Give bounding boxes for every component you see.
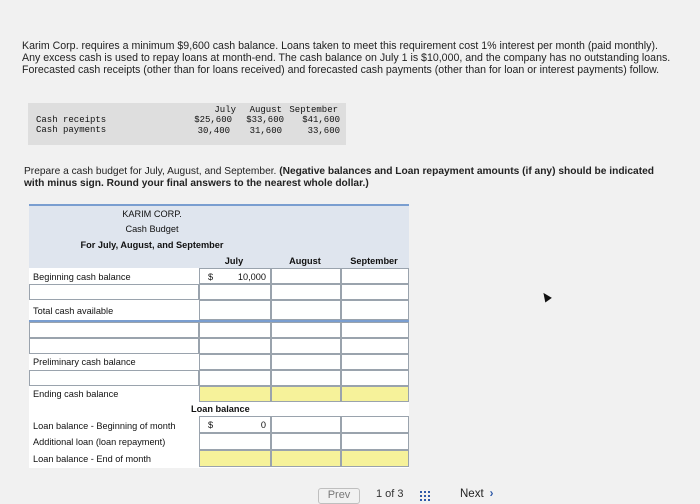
row-ending-cash (29, 386, 409, 402)
row-loan-beginning (29, 416, 409, 433)
september-input[interactable] (341, 284, 409, 300)
forecast-cell: 31,600 (249, 126, 282, 136)
september-additional-loan-input[interactable] (341, 433, 409, 450)
september-loan-end-input[interactable] (341, 450, 409, 467)
column-header-september: September (350, 256, 398, 266)
instructions-bold: (Negative balances and Loan repayment amounts (if any) should be indicated with minus sign. Round your final answers to the nearest whole dollar.) (24, 166, 654, 189)
loan-balance-header-row (29, 402, 409, 416)
prev-button[interactable]: Prev (318, 488, 360, 504)
september-beginning-cash-input[interactable] (341, 268, 409, 284)
july-input[interactable] (199, 370, 271, 386)
row-blank (29, 370, 409, 386)
row-total-cash-available (29, 300, 409, 320)
forecast-header-august: August (249, 105, 282, 115)
row-blank (29, 284, 409, 300)
row-label-input[interactable] (29, 284, 199, 300)
july-input[interactable] (199, 284, 271, 300)
august-loan-end-input[interactable] (271, 450, 341, 467)
july-loan-end-input[interactable] (199, 450, 271, 467)
september-loan-beginning-input[interactable] (341, 416, 409, 433)
instructions-plain: Prepare a cash budget for July, August, and September. (24, 166, 280, 177)
forecast-cell: 33,600 (307, 126, 340, 136)
value: 10,000 (237, 272, 266, 282)
budget-title: Cash Budget (125, 224, 179, 234)
august-input[interactable] (271, 370, 341, 386)
mouse-cursor-icon (540, 291, 552, 303)
row-label: Loan balance - Beginning of month (33, 421, 176, 431)
value: 0 (260, 420, 266, 430)
row-label-input[interactable] (29, 322, 199, 338)
row-beginning-cash (29, 268, 409, 284)
row-label: Preliminary cash balance (33, 357, 136, 367)
august-preliminary-input[interactable] (271, 354, 341, 370)
forecast-row-label: Cash receipts (36, 115, 107, 125)
row-label: Loan balance - End of month (33, 454, 151, 464)
august-input[interactable] (271, 322, 341, 338)
september-input[interactable] (341, 370, 409, 386)
september-input[interactable] (341, 338, 409, 354)
grid-icon[interactable] (420, 491, 430, 501)
september-input[interactable] (341, 322, 409, 338)
budget-period: For July, August, and September (80, 240, 224, 250)
august-total-input[interactable] (271, 300, 341, 320)
row-label-input[interactable] (29, 338, 199, 354)
row-label-input[interactable] (29, 370, 199, 386)
august-ending-cash-input[interactable] (271, 386, 341, 402)
august-beginning-cash-input[interactable] (271, 268, 341, 284)
header-top-rule (29, 204, 409, 206)
column-header-july: July (224, 256, 244, 266)
forecast-header-september: September (289, 105, 338, 115)
august-loan-beginning-input[interactable] (271, 416, 341, 433)
budget-header (29, 204, 409, 268)
currency-symbol: $ (208, 272, 214, 282)
row-loan-end (29, 450, 409, 467)
currency-symbol: $ (208, 420, 214, 430)
july-input[interactable] (199, 322, 271, 338)
row-preliminary-cash (29, 354, 409, 370)
july-additional-loan-input[interactable] (199, 433, 271, 450)
august-input[interactable] (271, 338, 341, 354)
september-ending-cash-input[interactable] (341, 386, 409, 402)
row-label: Additional loan (loan repayment) (33, 437, 166, 447)
page-indicator: 1 of 3 (376, 488, 404, 500)
september-total-input[interactable] (341, 300, 409, 320)
row-blank (29, 338, 409, 354)
july-preliminary-input[interactable] (199, 354, 271, 370)
july-ending-cash-input[interactable] (199, 386, 271, 402)
column-header-august: August (289, 256, 321, 266)
july-loan-beginning (199, 416, 271, 433)
july-input[interactable] (199, 338, 271, 354)
july-total-input[interactable] (199, 300, 271, 320)
next-button[interactable] (460, 488, 494, 500)
chevron-right-icon: › (489, 488, 494, 500)
september-preliminary-input[interactable] (341, 354, 409, 370)
row-label: Ending cash balance (33, 389, 119, 399)
row-additional-loan (29, 433, 409, 450)
row-label: Total cash available (33, 306, 114, 316)
next-label: Next (460, 488, 484, 500)
forecast-cell: $33,600 (246, 115, 284, 125)
forecast-row-label: Cash payments (36, 125, 107, 135)
problem-statement: Karim Corp. requires a minimum $9,600 cash balance. Loans taken to meet this requirement cost 1% interest per month (paid monthly). Any excess cash is used to repay loans at month-end. The cash balance on July 1 is $10,000, and the company has no outstanding loans. Forecasted cash receipts (other than for loans received) and forecasted cash payments (other than for loan or interest payments) follow. (22, 40, 671, 77)
row-label: Beginning cash balance (33, 272, 131, 282)
forecast-cell: 30,400 (197, 126, 230, 136)
company-name: KARIM CORP. (122, 209, 182, 219)
row-blank (29, 322, 409, 338)
forecast-header-july: July (214, 105, 236, 115)
forecast-cell: $41,600 (302, 115, 340, 125)
august-additional-loan-input[interactable] (271, 433, 341, 450)
forecast-table (28, 103, 346, 145)
cash-budget-form (29, 204, 409, 468)
instructions (24, 166, 674, 190)
loan-balance-header: Loan balance (191, 404, 250, 414)
july-beginning-cash (199, 268, 271, 284)
forecast-cell: $25,600 (194, 115, 232, 125)
august-input[interactable] (271, 284, 341, 300)
